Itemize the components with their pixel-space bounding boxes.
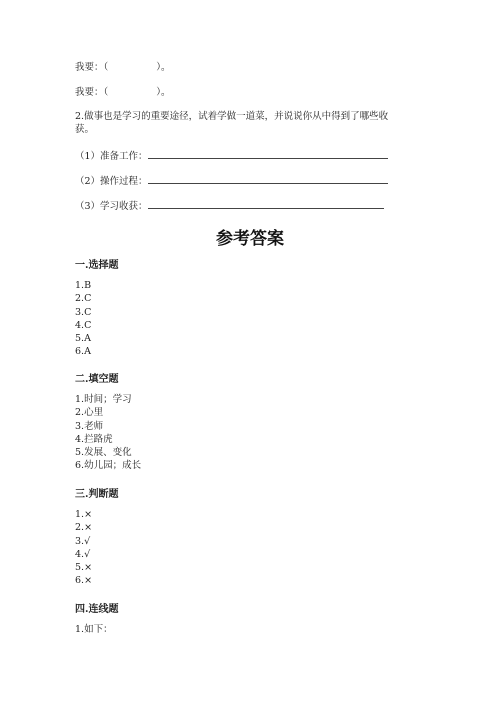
item-label: （2）操作过程： — [75, 176, 148, 187]
want-suffix: ）。 — [156, 87, 171, 98]
section-heading-fill: 二.填空题 — [75, 374, 119, 385]
list-item: 3.老师 — [75, 420, 104, 432]
list-item: 2.× — [75, 522, 93, 534]
answer-blank[interactable] — [148, 199, 384, 209]
question-2-line-1: 2.做事也是学习的重要途径，试着学做一道菜，并说说你从中得到了哪些收 — [75, 111, 389, 122]
question-2-line-2: 获。 — [75, 124, 95, 135]
list-item: 1.× — [75, 509, 93, 520]
want-line-2 — [75, 87, 171, 99]
list-item: 3.C — [75, 306, 92, 318]
list-item: 6.A — [75, 346, 91, 358]
want-prefix: 我要：（ — [75, 87, 109, 98]
list-item: 2.C — [75, 293, 92, 305]
section-heading-choice: 一.选择题 — [75, 260, 119, 271]
list-item: 5.× — [75, 562, 93, 574]
list-item: 5.发展、变化 — [75, 447, 132, 459]
list-item: 4.拦路虎 — [75, 433, 113, 445]
list-item: 1.如下： — [75, 624, 113, 635]
list-item: 1.B — [75, 280, 92, 291]
list-item: 4.C — [75, 319, 92, 331]
answer-list-choice — [75, 279, 91, 359]
list-item: 4.√ — [75, 548, 91, 560]
want-suffix: ）。 — [156, 62, 171, 73]
item-preparation — [75, 149, 388, 163]
item-label: （3）学习收获： — [75, 201, 148, 212]
answer-list-fill — [75, 393, 141, 473]
list-item: 6.× — [75, 575, 93, 587]
want-line-1 — [75, 62, 171, 74]
section-heading-judge: 三.判断题 — [75, 489, 119, 500]
want-prefix: 我要：（ — [75, 62, 109, 73]
item-gain — [75, 199, 384, 213]
answer-list-judge — [75, 508, 92, 588]
section-heading-match: 四.连线题 — [75, 604, 119, 615]
answer-blank[interactable] — [148, 174, 388, 184]
list-item: 6.幼儿园；成长 — [75, 460, 142, 472]
answer-key-title: 参考答案 — [216, 229, 284, 249]
list-item: 2.心里 — [75, 407, 104, 419]
list-item: 5.A — [75, 333, 91, 345]
item-label: （1）准备工作： — [75, 151, 148, 162]
list-item: 3.√ — [75, 535, 91, 547]
answer-list-match — [75, 623, 113, 636]
item-process — [75, 174, 388, 188]
list-item: 1.时间；学习 — [75, 394, 132, 405]
answer-blank[interactable] — [148, 149, 388, 159]
